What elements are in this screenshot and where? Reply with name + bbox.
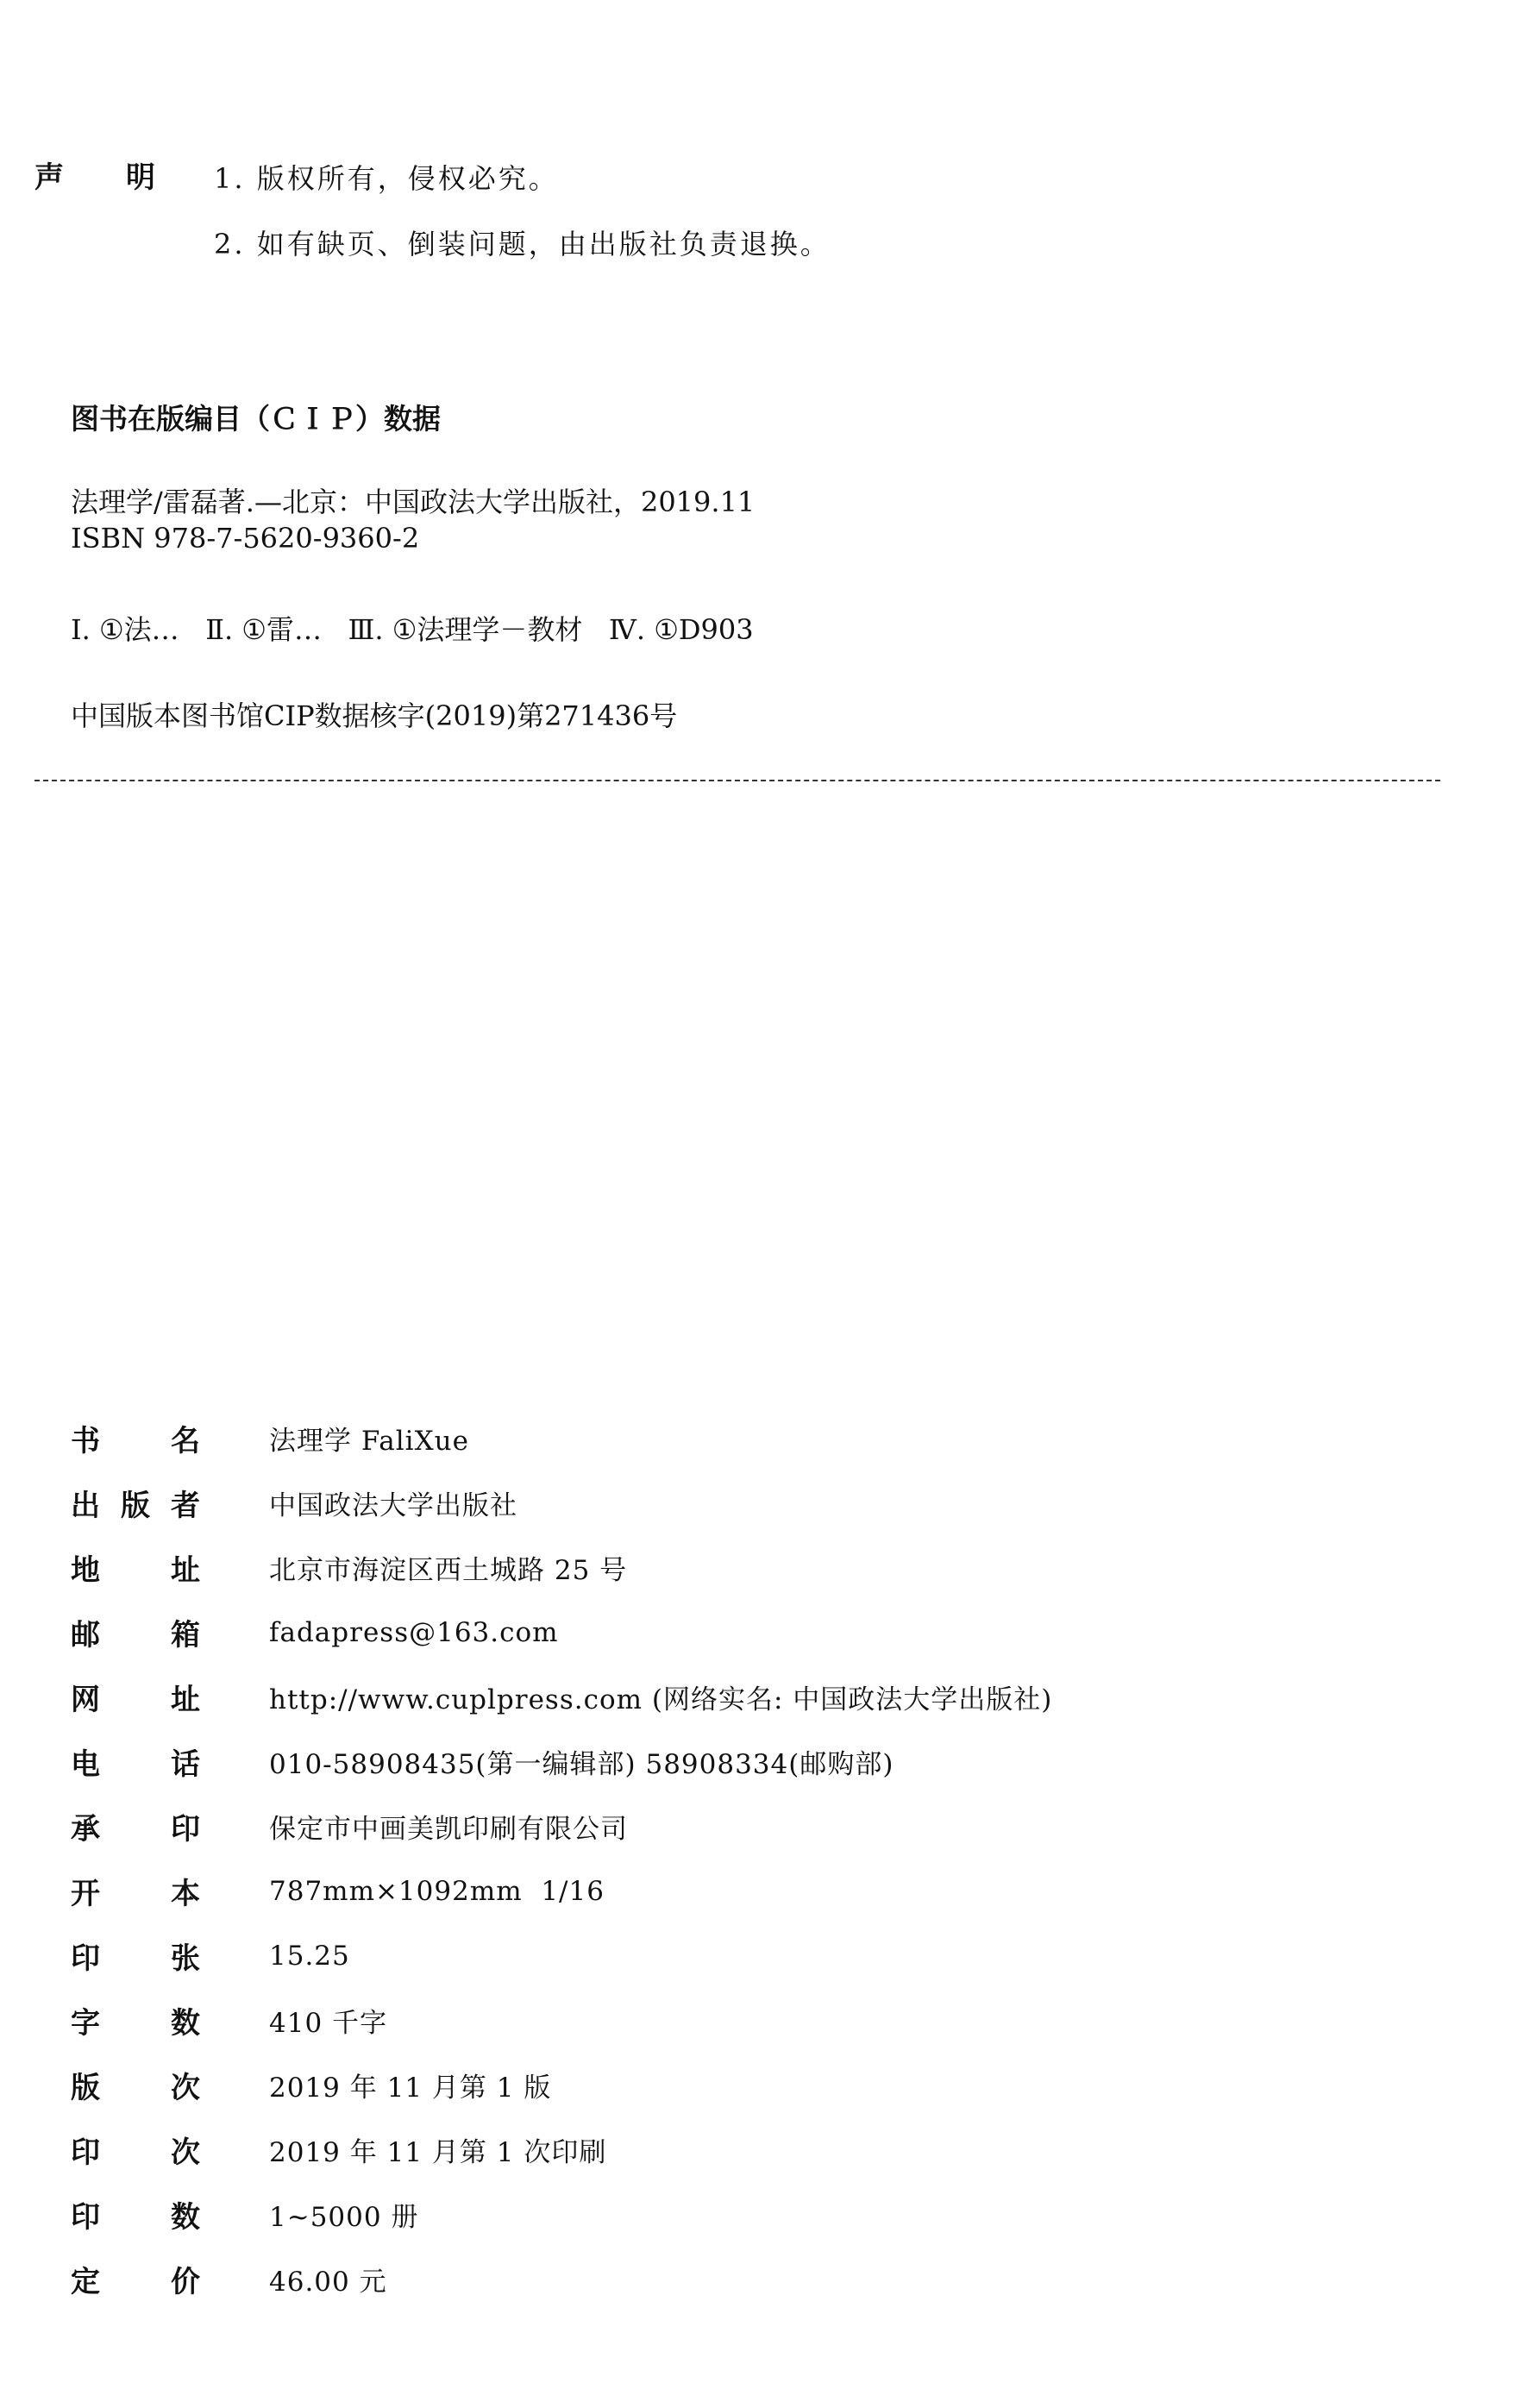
colophon-row — [71, 2182, 1052, 2247]
colophon-row — [71, 1406, 1052, 1471]
colophon-label: 印 数 — [71, 2200, 200, 2235]
colophon-row — [71, 1794, 1052, 1859]
colophon-row — [71, 1859, 1052, 1923]
colophon-value: 保定市中画美凯印刷有限公司 — [269, 1814, 628, 1845]
colophon-label: 定 价 — [71, 2265, 200, 2299]
colophon-value: 410 千字 — [269, 2008, 388, 2039]
colophon-value: 1~5000 册 — [269, 2202, 419, 2233]
colophon-value: 法理学 FaliXue — [269, 1426, 469, 1457]
colophon-row — [71, 2053, 1052, 2117]
colophon-label: 印 张 — [71, 1941, 200, 1976]
colophon-value: fadapress@163.com — [269, 1616, 559, 1648]
colophon-table — [71, 1406, 1052, 2311]
dashed-divider — [34, 780, 1440, 781]
colophon-row — [71, 1665, 1052, 1729]
colophon-label: 网 址 — [71, 1683, 200, 1717]
colophon-row — [71, 1988, 1052, 2053]
colophon-label: 承 印 — [71, 1812, 200, 1847]
cip-classification: Ⅰ. ①法… Ⅱ. ①雷… Ⅲ. ①法理学－教材 Ⅳ. ①D903 — [71, 613, 754, 646]
statement-label: 声明 — [34, 160, 217, 195]
statement-line-1: 1. 版权所有，侵权必究。 — [214, 162, 559, 195]
colophon-value: 46.00 元 — [269, 2267, 387, 2298]
colophon-label: 开 本 — [71, 1877, 200, 1911]
colophon-label: 出 版 者 — [71, 1489, 200, 1523]
colophon-row — [71, 1600, 1052, 1665]
colophon-row — [71, 1729, 1052, 1794]
cip-book-info: 法理学/雷磊著.—北京：中国政法大学出版社，2019.11 — [71, 486, 756, 518]
cip-record-number: 中国版本图书馆CIP数据核字(2019)第271436号 — [71, 699, 678, 732]
cip-isbn: ISBN 978-7-5620-9360-2 — [71, 522, 420, 555]
colophon-row — [71, 1923, 1052, 1988]
colophon-label: 书 名 — [71, 1424, 200, 1458]
colophon-value: 15.25 — [269, 1940, 350, 1972]
colophon-value: 010-58908435(第一编辑部) 58908334(邮购部) — [269, 1749, 894, 1780]
colophon-value: 中国政法大学出版社 — [269, 1490, 517, 1521]
cip-title: 图书在版编目（ＣＩＰ）数据 — [71, 402, 441, 436]
statement-line-2: 2. 如有缺页、倒装问题，由出版社负责退换。 — [214, 228, 831, 260]
colophon-value: 2019 年 11 月第 1 次印刷 — [269, 2137, 607, 2168]
colophon-value: 2019 年 11 月第 1 版 — [269, 2073, 552, 2104]
colophon-row — [71, 1471, 1052, 1535]
colophon-label: 印 次 — [71, 2135, 200, 2170]
colophon-row — [71, 1535, 1052, 1600]
colophon-value: 北京市海淀区西土城路 25 号 — [269, 1555, 628, 1586]
colophon-label: 版 次 — [71, 2071, 200, 2105]
colophon-label: 电 话 — [71, 1747, 200, 1782]
colophon-value: 787mm×1092mm 1/16 — [269, 1875, 605, 1907]
colophon-label: 邮 箱 — [71, 1618, 200, 1652]
colophon-row — [71, 2117, 1052, 2182]
colophon-label: 地 址 — [71, 1553, 200, 1588]
colophon-row — [71, 2247, 1052, 2311]
colophon-label: 字 数 — [71, 2006, 200, 2041]
colophon-value: http://www.cuplpress.com (网络实名: 中国政法大学出版社) — [269, 1684, 1053, 1715]
